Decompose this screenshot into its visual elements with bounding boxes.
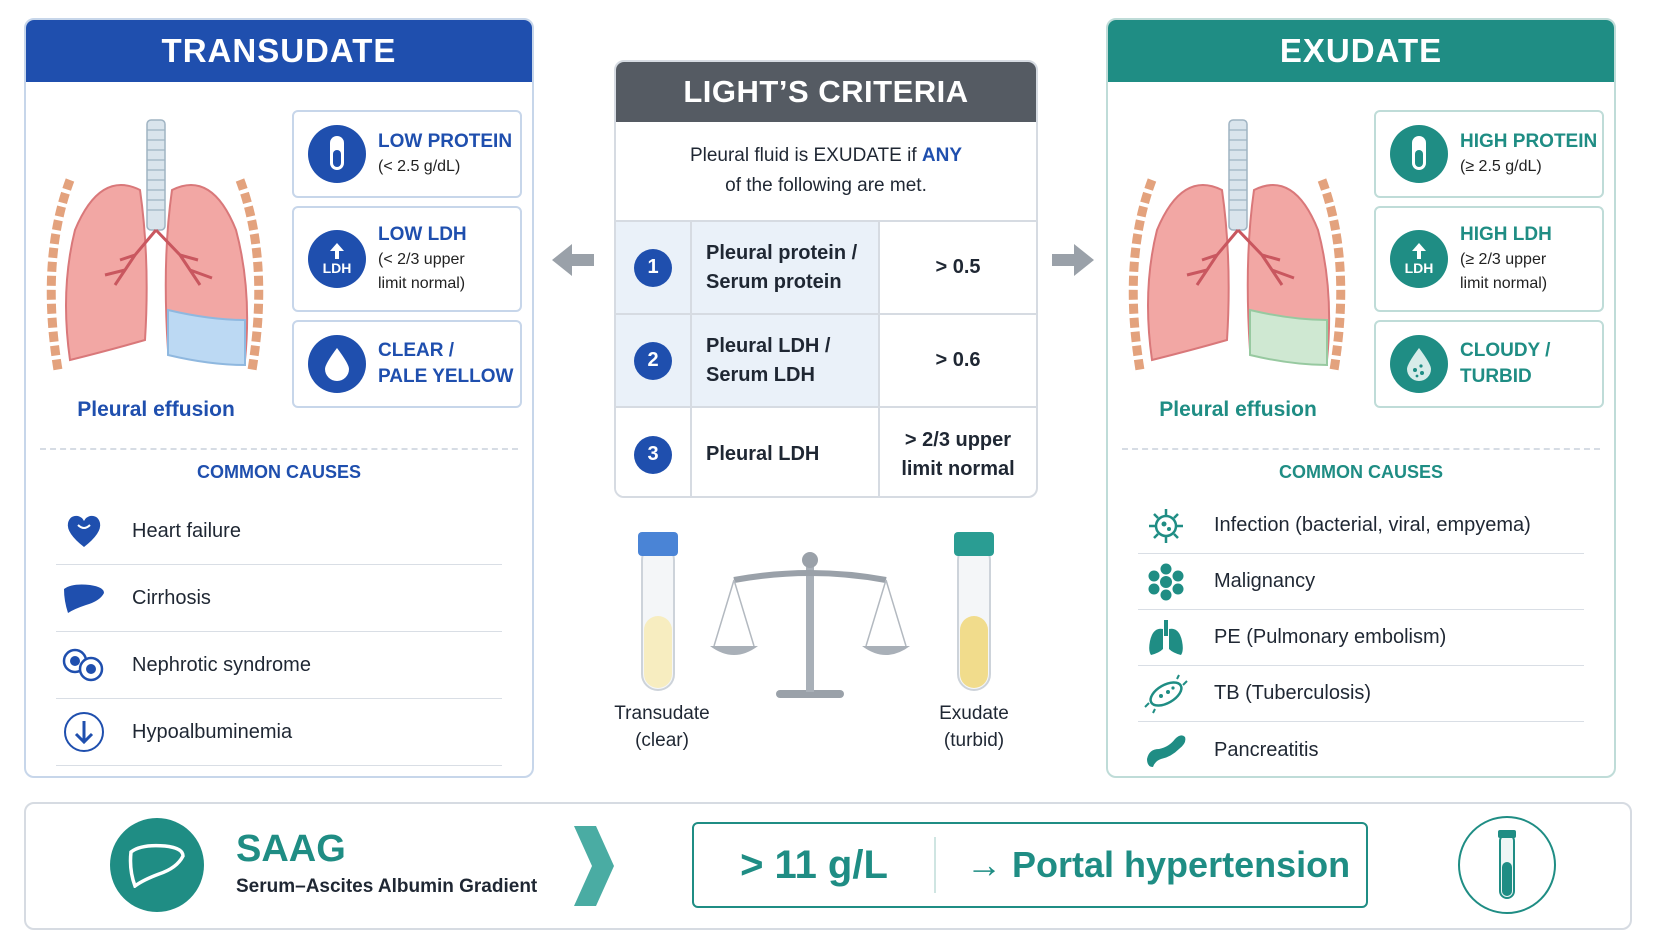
criteria-number: 3	[634, 436, 672, 474]
exudate-tube-icon	[954, 532, 994, 690]
feature-detail: (< 2/3 upper	[378, 251, 465, 268]
section-divider	[40, 448, 518, 450]
ldh-icon-text: LDH	[1404, 260, 1434, 276]
lungs-illustration	[1122, 110, 1352, 410]
tube-caption-line: Exudate	[939, 703, 1009, 724]
section-divider	[1122, 448, 1600, 450]
criteria-desc: Pleural protein /	[706, 241, 858, 264]
criteria-row	[616, 408, 1036, 498]
cause-label: Cirrhosis	[132, 586, 211, 609]
feature-detail: limit normal)	[378, 275, 466, 292]
list-item	[1138, 498, 1584, 554]
criteria-desc-2: Serum LDH	[706, 363, 815, 386]
criteria-desc: Pleural LDH	[706, 443, 820, 465]
list-item	[56, 498, 502, 565]
criteria-intro-text-2: of the following are met.	[725, 175, 927, 196]
transudate-tube-icon	[638, 532, 678, 690]
low-ldh-card	[292, 206, 522, 312]
common-causes-title: COMMON CAUSES	[1278, 462, 1443, 482]
feature-detail: (≥ 2.5 g/dL)	[1460, 158, 1542, 175]
criteria-row	[616, 315, 1036, 408]
saag-title: SAAG	[236, 828, 346, 870]
criteria-desc: Pleural LDH /	[706, 334, 831, 357]
lights-criteria-title: LIGHT’S CRITERIA	[616, 62, 1036, 122]
criteria-threshold: > 2/3 upper	[904, 428, 1012, 451]
pancreas-icon	[1138, 726, 1194, 774]
water-drop-icon	[308, 335, 366, 393]
ldh-arrow-up-icon	[1390, 230, 1448, 288]
heart-icon	[56, 507, 112, 555]
cause-label: Infection (bacterial, viral, empyema)	[1214, 514, 1531, 536]
liver-icon	[56, 574, 112, 622]
feature-detail: (< 2.5 g/dL)	[378, 158, 461, 175]
high-protein-card	[1374, 110, 1604, 198]
criteria-intro	[616, 122, 1036, 222]
cell-cluster-icon	[1138, 558, 1194, 606]
transudate-tube-caption	[602, 700, 722, 754]
cause-label: PE (Pulmonary embolism)	[1214, 626, 1447, 648]
list-item	[56, 565, 502, 632]
feature-title: HIGH LDH	[1460, 224, 1552, 245]
criteria-intro-text: Pleural fluid is EXUDATE if	[689, 145, 922, 166]
feature-title: CLEAR /	[378, 340, 454, 361]
feature-title-2: PALE YELLOW	[378, 366, 514, 387]
list-item	[1138, 554, 1584, 610]
exudate-title: EXUDATE	[1108, 20, 1614, 82]
exudate-tube-caption	[914, 700, 1034, 754]
exudate-causes-list	[1138, 498, 1584, 778]
saag-threshold-box	[692, 822, 1368, 908]
kidney-icon	[56, 641, 112, 689]
criteria-threshold-2: limit normal	[901, 457, 1015, 480]
ldh-arrow-up-icon	[308, 230, 366, 288]
cause-label: TB (Tuberculosis)	[1214, 682, 1372, 704]
lungs-icon	[1138, 614, 1194, 662]
high-ldh-card	[1374, 206, 1604, 312]
bacterium-icon	[1138, 670, 1194, 718]
criteria-any-emphasis: ANY	[921, 145, 963, 166]
feature-title: CLOUDY /	[1460, 340, 1551, 361]
pleural-effusion-label: Pleural effusion	[77, 398, 235, 421]
arrow-right-icon	[1050, 240, 1096, 285]
test-tube-icon	[1458, 816, 1556, 914]
criteria-row	[616, 222, 1036, 315]
criteria-desc-2: Serum protein	[706, 270, 842, 293]
cause-label: Heart failure	[132, 519, 241, 542]
test-tube-icon	[1390, 125, 1448, 183]
ldh-icon-text: LDH	[322, 260, 352, 276]
feature-detail: limit normal)	[1460, 275, 1548, 292]
common-causes-title: COMMON CAUSES	[196, 462, 361, 482]
criteria-number: 2	[634, 342, 672, 380]
cause-label: Nephrotic syndrome	[132, 653, 311, 676]
chevron-right-icon	[574, 826, 614, 911]
balance-scale-icon	[710, 552, 910, 698]
pleural-effusion-label: Pleural effusion	[1159, 398, 1317, 421]
feature-detail: (≥ 2/3 upper	[1460, 251, 1547, 268]
cloudy-turbid-card	[1374, 320, 1604, 408]
list-item	[1138, 666, 1584, 722]
list-item	[56, 632, 502, 699]
transudate-panel	[24, 18, 534, 778]
saag-result	[936, 844, 1366, 886]
cause-label: Hypoalbuminemia	[132, 720, 293, 743]
germ-icon	[1138, 502, 1194, 550]
exudate-panel	[1106, 18, 1616, 778]
transudate-causes-list	[56, 498, 502, 766]
cloudy-drop-icon	[1390, 335, 1448, 393]
saag-value: > 11 g/L	[694, 837, 936, 893]
arrow-left-icon	[550, 240, 596, 285]
clear-pale-yellow-card	[292, 320, 522, 408]
criteria-threshold: > 0.6	[935, 349, 981, 371]
feature-title: HIGH PROTEIN	[1460, 131, 1598, 152]
list-item	[56, 699, 502, 766]
saag-result-text: Portal hypertension	[1012, 844, 1351, 885]
tube-caption-line: Transudate	[614, 703, 710, 724]
lungs-illustration	[40, 110, 270, 410]
list-item	[1138, 610, 1584, 666]
cause-label: Pancreatitis	[1214, 738, 1319, 761]
feature-title: LOW PROTEIN	[378, 131, 513, 152]
transudate-title: TRANSUDATE	[26, 20, 532, 82]
low-protein-card	[292, 110, 522, 198]
liver-icon	[110, 818, 204, 912]
feature-title-2: TURBID	[1460, 366, 1532, 387]
saag-subtitle: Serum–Ascites Albumin Gradient	[236, 876, 538, 897]
saag-bar	[24, 802, 1632, 930]
tube-caption-line-2: (clear)	[635, 730, 689, 751]
feature-title: LOW LDH	[378, 224, 467, 245]
tube-caption-line-2: (turbid)	[943, 730, 1005, 751]
arrow-down-icon	[56, 708, 112, 756]
cause-label: Malignancy	[1214, 570, 1316, 592]
tubes-and-scale	[614, 520, 1038, 770]
list-item	[1138, 722, 1584, 778]
criteria-number: 1	[634, 249, 672, 287]
test-tube-icon	[308, 125, 366, 183]
lights-criteria-table	[614, 60, 1038, 498]
criteria-threshold: > 0.5	[935, 256, 981, 278]
arrow-right-glyph: →	[966, 844, 1002, 885]
